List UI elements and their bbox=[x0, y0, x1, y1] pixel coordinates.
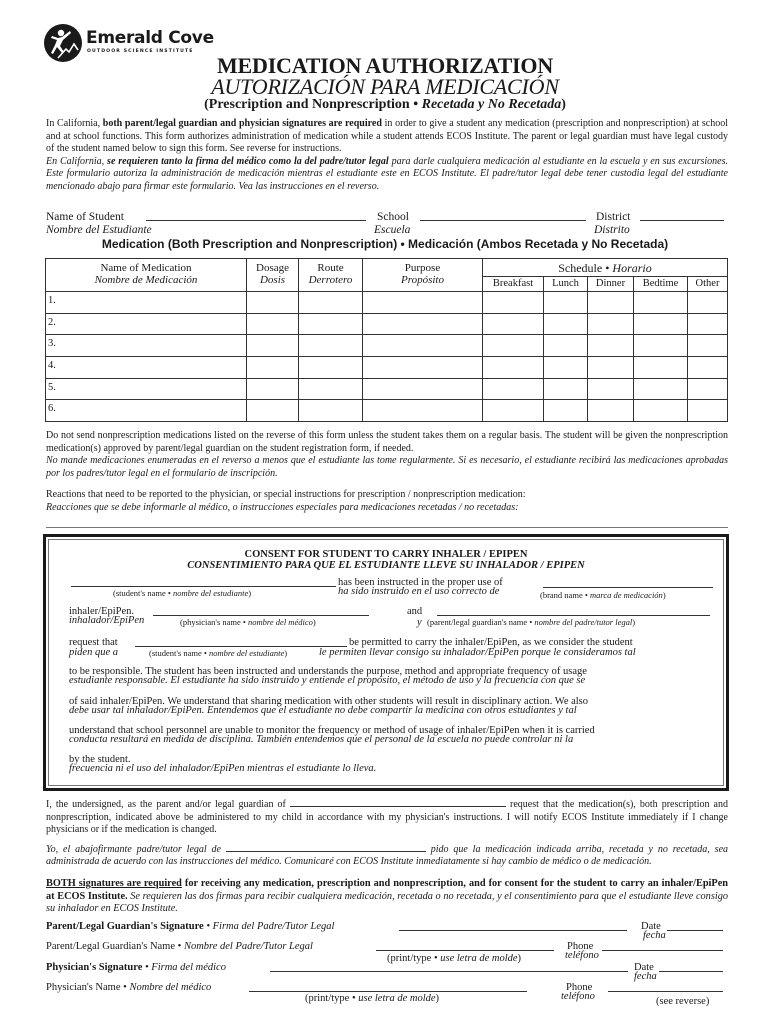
consent-p2-es: debe usar tal inhalador/EpiPen. Entendemos que el estudiante no debe compartir la medicina con otros estudiantes y tal bbox=[69, 705, 577, 716]
row-breakfast-cell[interactable] bbox=[483, 357, 544, 379]
logo-subtitle: OUTDOOR SCIENCE INSTITUTE bbox=[87, 49, 194, 54]
row-route-cell[interactable] bbox=[299, 357, 363, 379]
and-label: and bbox=[407, 606, 423, 617]
consent-student-name-field-2[interactable] bbox=[135, 646, 347, 647]
permitted-text-es: le permiten llevar consigo su inhalador/EpiPen porque le consideramos tal bbox=[319, 647, 636, 658]
consent-student-name-field[interactable] bbox=[71, 586, 336, 587]
page-title-spanish: AUTORIZACIÓN PARA MEDICACIÓN bbox=[211, 74, 559, 99]
row-route-cell[interactable] bbox=[299, 335, 363, 357]
physician-phone-label-es: teléfono bbox=[561, 991, 595, 1002]
caption-en: (student's name • bbox=[113, 588, 173, 598]
consent-line1-es: ha sido instruido en el uso correcto de bbox=[338, 586, 500, 597]
physician-phone-field[interactable] bbox=[608, 982, 723, 992]
table-row bbox=[46, 292, 728, 314]
row-lunch-cell[interactable] bbox=[544, 378, 588, 400]
consent-p3-en: understand that school personnel are unable to monitor the frequency or method of usage of inhaler/EpiPen when it is carried bbox=[69, 725, 595, 736]
undersigned-paragraph bbox=[46, 797, 728, 869]
table-row bbox=[46, 335, 728, 357]
undersigned-child-field[interactable] bbox=[290, 797, 506, 807]
medication-table bbox=[45, 258, 728, 422]
row-purpose-cell[interactable] bbox=[363, 378, 483, 400]
col-header-dinner: Dinner bbox=[588, 277, 634, 292]
guardian-phone-label-es: teléfono bbox=[565, 950, 599, 961]
row-name-cell[interactable] bbox=[46, 313, 247, 335]
col-header-lunch: Lunch bbox=[544, 277, 588, 292]
physician-name-field[interactable] bbox=[249, 982, 527, 992]
both-signatures-es: Se requieren las dos firmas para recibir cualquiera medicación, recetada o no recetada, y el consentimiento para que el estudiante lleve consigo su inhalador en ECOS Institute. bbox=[46, 890, 728, 915]
intro-en-post: in order to give a student any medication (prescription and nonprescription) at school and at school functions. This form authorizes administration of medication while a student attends ECOS Institute. The parent or legal guardian must have legal custody of the student named below to sign this form. See reverse for instructions. bbox=[46, 118, 729, 155]
reactions-label-es: Reacciones que se debe informarle al médico, o instrucciones especiales para medicaciones recetadas / no recetadas: bbox=[46, 501, 519, 513]
row-breakfast-cell[interactable] bbox=[483, 378, 544, 400]
consent-line1-en: has been instructed in the proper use of bbox=[338, 577, 503, 588]
both-signatures-notice bbox=[46, 878, 728, 916]
row-name-cell[interactable] bbox=[46, 335, 247, 357]
undersigned-es-post: pido que la medicación indicada arriba, recetada y no recetada, sea administrada de acuerdo con las instrucciones del médico. Comunicaré con ECOS Institute inmediatamente si hay cambio de médico o de medicación. bbox=[46, 843, 729, 868]
col-purpose-en: Purpose bbox=[404, 262, 441, 274]
guardian-name-field[interactable] bbox=[376, 941, 554, 951]
consent-p2-en: of said inhaler/EpiPen. We understand that sharing medication with other students will result in disciplinary action. We also bbox=[69, 696, 589, 707]
col-route-en: Route bbox=[317, 262, 344, 274]
print-caption-2 bbox=[305, 993, 439, 1005]
inhaler-label-es: inhalador/EpiPen bbox=[69, 615, 145, 626]
consent-title-en: CONSENT FOR STUDENT TO CARRY INHALER / EPIPEN bbox=[244, 549, 528, 560]
row-bedtime-cell[interactable] bbox=[634, 378, 688, 400]
consent-p4-en: by the student. bbox=[69, 754, 131, 765]
label-es: • Firma del Padre/Tutor Legal bbox=[203, 921, 335, 932]
school-label-es: Escuela bbox=[374, 224, 411, 236]
consent-p1-en: to be responsible. The student has been instructed and understands the purpose, method and appropriate frequency of usage bbox=[69, 666, 587, 677]
row-purpose-cell[interactable] bbox=[363, 357, 483, 379]
row-route-cell[interactable] bbox=[299, 378, 363, 400]
label-en: Physician's Signature bbox=[46, 962, 143, 973]
col-header-breakfast: Breakfast bbox=[483, 277, 544, 292]
col-name-es: Nombre de Medicación bbox=[94, 274, 198, 286]
col-name-en: Name of Medication bbox=[100, 262, 192, 274]
nonprescription-note-es: No mande medicaciones enumeradas en el reverso a menos que el estudiante las tome regularmente. Si es necesario, el estudiante recibirá las medicaciones aprobadas por los padres/tutor legal en el formulario de inscripción. bbox=[46, 455, 728, 479]
row-number: 3. bbox=[48, 338, 56, 350]
caption-es: nombre del médico bbox=[248, 617, 313, 627]
school-field[interactable] bbox=[420, 211, 586, 221]
row-purpose-cell[interactable] bbox=[363, 400, 483, 422]
row-other-cell[interactable] bbox=[688, 378, 728, 400]
col-schedule-es: Horario bbox=[612, 261, 652, 275]
guardian-name-label bbox=[46, 941, 313, 953]
student-name-label: Name of Student bbox=[46, 211, 124, 223]
medication-section-heading: Medication (Both Prescription and Nonprescription) • Medicación (Ambos Recetada y No Recetada) bbox=[101, 237, 669, 251]
row-other-cell[interactable] bbox=[688, 313, 728, 335]
col-header-other: Other bbox=[688, 277, 728, 292]
row-dinner-cell[interactable] bbox=[588, 357, 634, 379]
row-number: 6. bbox=[48, 403, 56, 415]
guardian-phone-label: Phone bbox=[567, 941, 594, 952]
consent-p3-es: conducta resultará en medida de disciplina. También entendemos que el personal de la escuela no puede controlar ni la bbox=[69, 734, 574, 745]
label-en: Parent/Legal Guardian's Name • bbox=[46, 941, 184, 952]
undersigned-child-field-es[interactable] bbox=[226, 842, 426, 852]
student-name-caption-2: (student's name • nombre del estudiante) bbox=[149, 648, 288, 658]
row-dosage-cell[interactable] bbox=[247, 313, 299, 335]
district-field[interactable] bbox=[640, 211, 724, 221]
row-number: 2. bbox=[48, 316, 56, 328]
guardian-date-field[interactable] bbox=[667, 921, 723, 931]
both-signatures-underlined: BOTH signatures are required bbox=[46, 878, 182, 889]
undersigned-en-pre: I, the undersigned, as the parent and/or legal guardian of bbox=[46, 799, 286, 810]
physician-signature-field[interactable] bbox=[270, 962, 628, 972]
row-bedtime-cell[interactable] bbox=[634, 400, 688, 422]
row-dinner-cell[interactable] bbox=[588, 378, 634, 400]
subtitle-en: (Prescription and Nonprescription • bbox=[204, 97, 422, 112]
caption-es: use letra de molde bbox=[440, 953, 518, 964]
nonprescription-note bbox=[46, 430, 728, 480]
label-es: Nombre del médico bbox=[129, 982, 212, 993]
caption-close: ) bbox=[517, 953, 522, 964]
physician-date-field[interactable] bbox=[659, 962, 723, 972]
consent-p4-es: frecuencia ni el uso del inhalador/EpiPen mientras el estudiante lo lleva. bbox=[69, 763, 377, 774]
col-header-schedule bbox=[483, 259, 728, 277]
col-header-bedtime: Bedtime bbox=[634, 277, 688, 292]
consent-guardian-field[interactable] bbox=[437, 615, 710, 616]
permitted-text-en: be permitted to carry the inhaler/EpiPen, as we consider the student bbox=[349, 637, 633, 648]
request-that-label-es: piden que a bbox=[69, 647, 118, 658]
row-other-cell[interactable] bbox=[688, 292, 728, 314]
col-purpose-es: Propósito bbox=[401, 274, 444, 286]
row-other-cell[interactable] bbox=[688, 357, 728, 379]
district-label: District bbox=[596, 211, 631, 223]
reactions-label-en: Reactions that need to be reported to the physician, or special instructions for prescription / nonprescription medication: bbox=[46, 489, 526, 500]
guardian-signature-field[interactable] bbox=[399, 921, 627, 931]
row-route-cell[interactable] bbox=[299, 292, 363, 314]
guardian-date-label-es: fecha bbox=[643, 930, 666, 941]
subtitle-close: ) bbox=[561, 97, 566, 112]
col-header-purpose bbox=[363, 259, 483, 292]
label-es: • Firma del médico bbox=[142, 962, 226, 973]
row-lunch-cell[interactable] bbox=[544, 313, 588, 335]
intro-en-bold: both parent/legal guardian and physician signatures are required bbox=[102, 118, 382, 129]
reactions-input-line[interactable] bbox=[46, 527, 728, 528]
reactions-label bbox=[46, 489, 728, 514]
row-bedtime-cell[interactable] bbox=[634, 335, 688, 357]
see-reverse-note: (see reverse) bbox=[656, 996, 710, 1007]
subtitle-es: Recetada y No Recetada bbox=[421, 97, 562, 112]
row-dinner-cell[interactable] bbox=[588, 335, 634, 357]
row-name-cell[interactable] bbox=[46, 292, 247, 314]
row-number: 4. bbox=[48, 360, 56, 372]
inhaler-label-en: inhaler/EpiPen. bbox=[69, 606, 135, 617]
row-number: 1. bbox=[48, 295, 56, 306]
caption-es: marca de medicación bbox=[589, 590, 663, 600]
row-other-cell[interactable] bbox=[688, 400, 728, 422]
caption-es: nombre del padre/tutor legal bbox=[534, 617, 633, 627]
physician-phone-label: Phone bbox=[566, 982, 593, 993]
label-es: Nombre del Padre/Tutor Legal bbox=[183, 941, 313, 952]
consent-brand-field[interactable] bbox=[543, 587, 713, 588]
col-schedule-en: Schedule • bbox=[558, 261, 613, 275]
logo-name: Emerald Cove bbox=[86, 28, 214, 48]
caption-es: nombre del estudiante bbox=[172, 588, 249, 598]
school-label: School bbox=[377, 211, 409, 223]
row-bedtime-cell[interactable] bbox=[634, 292, 688, 314]
row-purpose-cell[interactable] bbox=[363, 292, 483, 314]
row-bedtime-cell[interactable] bbox=[634, 313, 688, 335]
row-lunch-cell[interactable] bbox=[544, 335, 588, 357]
row-dinner-cell[interactable] bbox=[588, 292, 634, 314]
consent-title-es: CONSENTIMIENTO PARA QUE EL ESTUDIANTE LLEVE SU INHALADOR / EPIPEN bbox=[187, 560, 585, 571]
row-route-cell[interactable] bbox=[299, 400, 363, 422]
student-info-row bbox=[46, 211, 736, 237]
caption-es: use letra de molde bbox=[358, 993, 436, 1004]
undersigned-es-pre: Yo, el abajofirmante padre/tutor legal de bbox=[46, 843, 221, 855]
col-header-dosage bbox=[247, 259, 299, 292]
physician-caption: (physician's name • nombre del médico) bbox=[180, 617, 316, 627]
consent-physician-field[interactable] bbox=[153, 615, 369, 616]
row-name-cell[interactable] bbox=[46, 400, 247, 422]
physician-date-label-es: fecha bbox=[634, 971, 657, 982]
col-dosage-en: Dosage bbox=[256, 262, 289, 274]
row-purpose-cell[interactable] bbox=[363, 335, 483, 357]
label-en: Parent/Legal Guardian's Signature bbox=[46, 921, 204, 932]
row-dosage-cell[interactable] bbox=[247, 357, 299, 379]
brand-caption: (brand name • marca de medicación) bbox=[540, 590, 666, 600]
row-lunch-cell[interactable] bbox=[544, 400, 588, 422]
row-breakfast-cell[interactable] bbox=[483, 335, 544, 357]
request-that-label: request that bbox=[69, 637, 118, 648]
col-header-name bbox=[46, 259, 247, 292]
guardian-signature-label bbox=[46, 921, 334, 933]
caption-close: ) bbox=[435, 993, 440, 1004]
row-name-cell[interactable] bbox=[46, 357, 247, 379]
row-dosage-cell[interactable] bbox=[247, 378, 299, 400]
row-breakfast-cell[interactable] bbox=[483, 292, 544, 314]
caption-en: (print/type • bbox=[387, 953, 441, 964]
row-breakfast-cell[interactable] bbox=[483, 313, 544, 335]
inhaler-consent-box bbox=[43, 534, 729, 791]
row-number: 5. bbox=[48, 381, 56, 393]
row-dosage-cell[interactable] bbox=[247, 335, 299, 357]
student-name-field[interactable] bbox=[146, 211, 366, 221]
caption-es: nombre del estudiante bbox=[208, 648, 285, 658]
table-row bbox=[46, 378, 728, 400]
col-route-es: Derrotero bbox=[308, 274, 353, 286]
intro-es-post: para darle cualquiera medicación al estudiante en la escuela y en sus excursiones. Este formulario autoriza la administración de medicación mientras el estudiante este en ECOS Institute. El padre/tutor legal debe tener custodia legal del estudiante mencionado abajo para firmar este formulario. Vea las instrucciones en el reverso. bbox=[46, 155, 728, 192]
row-other-cell[interactable] bbox=[688, 335, 728, 357]
page-subtitle bbox=[0, 97, 770, 113]
both-signatures-bold: for receiving any medication, prescription and nonprescription, and for consent for the student to carry an inhaler/EpiPen at ECOS Institute. bbox=[46, 878, 728, 902]
table-row bbox=[46, 357, 728, 379]
caption-en: (physician's name • bbox=[180, 617, 249, 627]
row-lunch-cell[interactable] bbox=[544, 292, 588, 314]
col-dosage-es: Dosis bbox=[259, 274, 286, 286]
row-lunch-cell[interactable] bbox=[544, 357, 588, 379]
student-name-caption: (student's name • nombre del estudiante) bbox=[113, 588, 252, 598]
physician-date-label: Date bbox=[634, 962, 654, 973]
row-dinner-cell[interactable] bbox=[588, 400, 634, 422]
and-label-es: y bbox=[417, 617, 422, 628]
label-en: Physician's Name • bbox=[46, 982, 130, 993]
row-breakfast-cell[interactable] bbox=[483, 400, 544, 422]
row-dosage-cell[interactable] bbox=[247, 400, 299, 422]
row-route-cell[interactable] bbox=[299, 313, 363, 335]
physician-name-label bbox=[46, 982, 211, 994]
page-title: MEDICATION AUTHORIZATION bbox=[216, 53, 554, 78]
signature-section bbox=[46, 919, 736, 1019]
guardian-date-label: Date bbox=[641, 921, 661, 932]
caption-en: (student's name • bbox=[149, 648, 209, 658]
table-row bbox=[46, 313, 728, 335]
row-purpose-cell[interactable] bbox=[363, 313, 483, 335]
intro-en-pre: In California, bbox=[46, 118, 103, 129]
intro-paragraph bbox=[46, 118, 728, 194]
caption-en: (print/type • bbox=[305, 993, 359, 1004]
guardian-caption: (parent/legal guardian's name • nombre del padre/tutor legal) bbox=[427, 617, 636, 627]
intro-es-bold: se requieren tanto la firma del médico como la del padre/tutor legal bbox=[107, 155, 389, 167]
caption-en: (brand name • bbox=[540, 590, 590, 600]
caption-en: (parent/legal guardian's name • bbox=[427, 617, 535, 627]
physician-signature-label bbox=[46, 962, 226, 974]
row-dinner-cell[interactable] bbox=[588, 313, 634, 335]
nonprescription-note-en: Do not send nonprescription medications listed on the reverse of this form unless the student takes them on a regular basis. The student will be given the nonprescription medication(s) approved by parent/legal guardian on the student registration form, if needed. bbox=[46, 430, 728, 454]
guardian-phone-field[interactable] bbox=[602, 941, 723, 951]
col-header-route bbox=[299, 259, 363, 292]
consent-p1-es: estudiante responsable. El estudiante ha sido instruido y entiende el propósito, el método de uso y la frecuencia con que se bbox=[69, 675, 586, 686]
student-name-label-es: Nombre del Estudiante bbox=[46, 224, 152, 236]
district-label-es: Distrito bbox=[594, 224, 630, 236]
table-row bbox=[46, 400, 728, 422]
intro-es-pre: En California, bbox=[46, 155, 108, 167]
undersigned-en-post: request that the medication(s), both prescription and nonprescription, indicated above be administered to my child in accordance with my physician's instructions. I will notify ECOS Institute immediately if I change physicians or if the medication is changed. bbox=[46, 799, 728, 836]
row-name-cell[interactable] bbox=[46, 378, 247, 400]
row-dosage-cell[interactable] bbox=[247, 292, 299, 314]
row-bedtime-cell[interactable] bbox=[634, 357, 688, 379]
